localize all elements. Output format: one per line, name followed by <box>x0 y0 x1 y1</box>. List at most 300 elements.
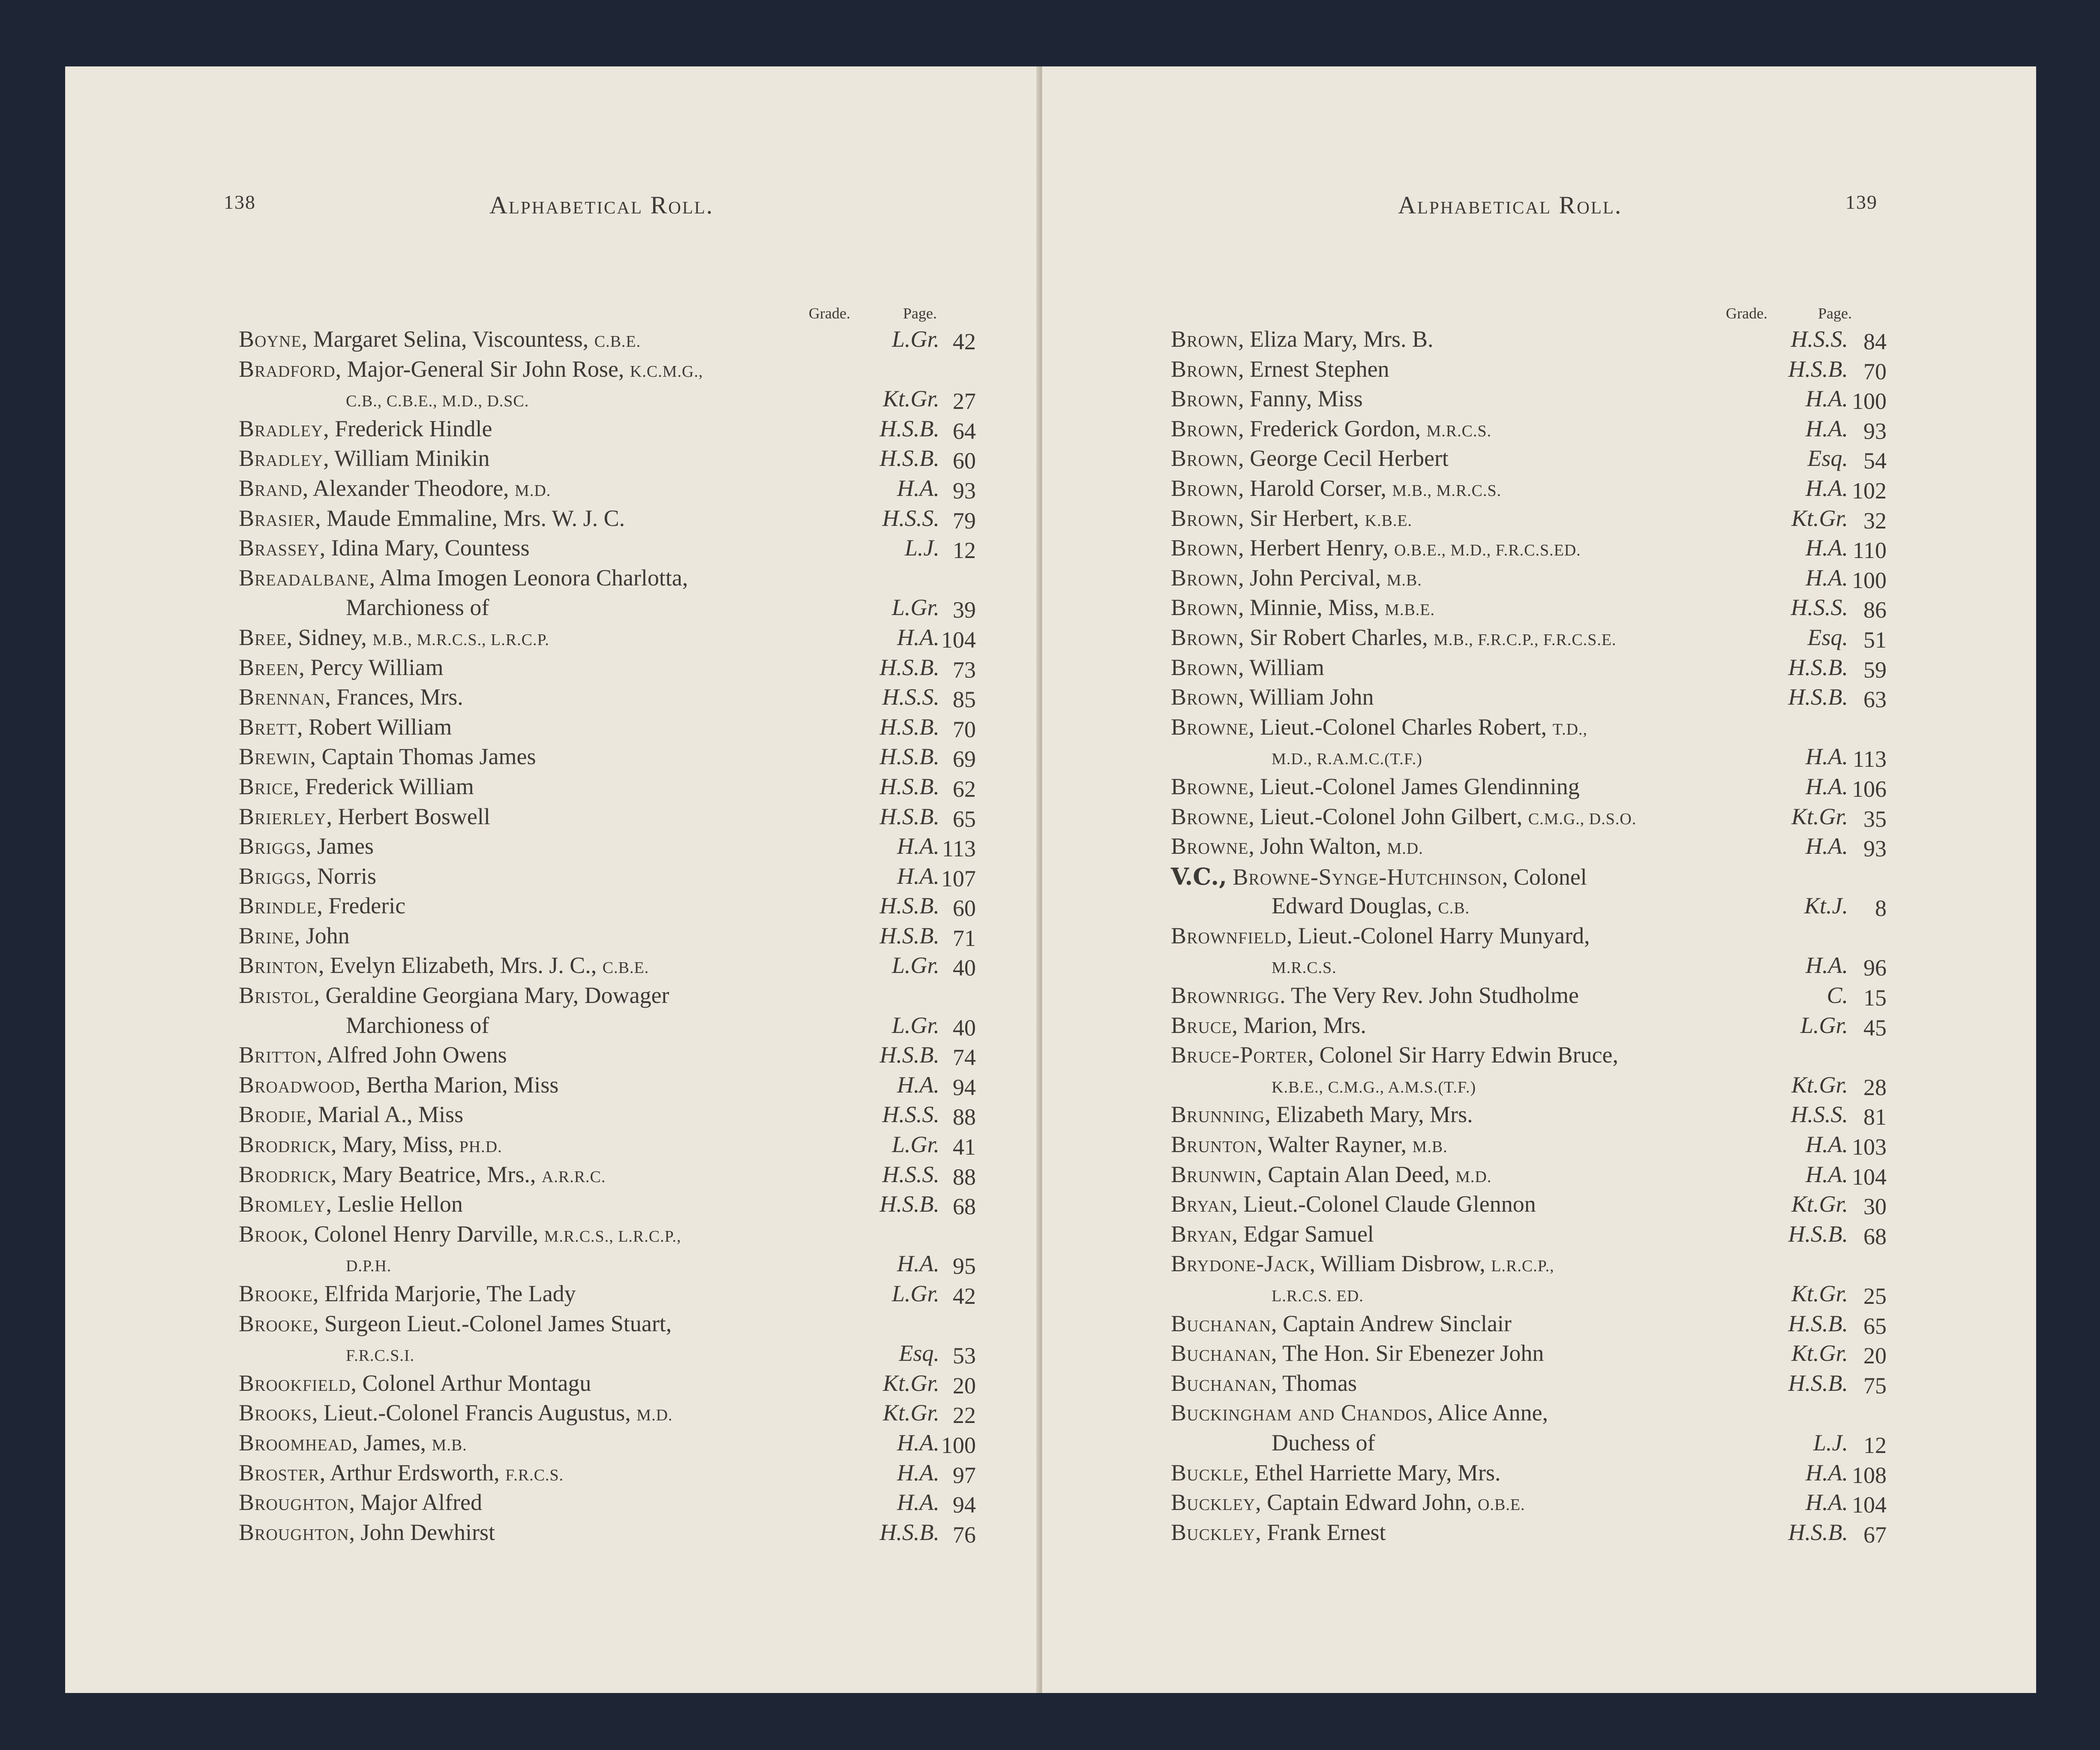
entry-given-names: , Lieut.-Colonel Charles Robert, <box>1248 714 1553 740</box>
roll-entry-line <box>65 863 1038 893</box>
entry-grade: H.A. <box>1806 773 1848 799</box>
entry-qualifications: M.D., R.A.M.C.(T.F.) <box>1272 750 1422 768</box>
entry-grade: H.S.B. <box>879 1191 939 1217</box>
roll-entry-line <box>1042 564 2036 594</box>
entry-name <box>1272 892 1470 919</box>
roll-entry-line <box>65 1459 1038 1489</box>
entry-surname: Bradley <box>239 445 324 471</box>
entry-given-names: , William Disbrow, <box>1309 1251 1491 1277</box>
entry-name <box>239 1161 606 1188</box>
entry-qualifications: C.B.E. <box>594 333 641 351</box>
entry-page: 27 <box>953 388 976 414</box>
entry-given-names: , William John <box>1238 684 1374 710</box>
entry-qualifications: O.B.E., M.D., F.R.C.S.ED. <box>1394 541 1581 560</box>
entry-name <box>1272 1429 1375 1456</box>
entry-grade: L.Gr. <box>891 1132 939 1158</box>
roll-entry-line <box>1042 922 2036 952</box>
entry-surname: Bruce <box>1171 1012 1232 1038</box>
entry-page: 12 <box>1863 1432 1887 1458</box>
entry-qualifications: A.R.R.C. <box>541 1168 606 1186</box>
entry-page: 100 <box>1852 388 1887 414</box>
entry-name <box>1171 982 1579 1009</box>
entry-surname: Brett <box>239 714 297 740</box>
entry-qualifications: M.B. <box>1386 571 1422 589</box>
entry-given-names: , Harold Corser, <box>1238 475 1392 501</box>
entry-grade: H.A. <box>1806 833 1848 859</box>
entry-given-names: , Marial A., Miss <box>306 1102 464 1128</box>
page-column-heading: Page. <box>903 305 937 322</box>
entry-page: 97 <box>953 1462 976 1488</box>
entry-given-names: Marchioness of <box>346 1012 489 1038</box>
entry-given-names: , Alfred John Owens <box>316 1042 507 1068</box>
roll-entry-line <box>65 1221 1038 1251</box>
entry-grade: H.A. <box>897 833 939 859</box>
entry-grade: H.S.S. <box>1791 326 1848 352</box>
entry-name <box>1171 624 1617 651</box>
roll-entry-line <box>1042 1459 2036 1489</box>
entry-given-names: , Lieut.-Colonel John Gilbert, <box>1248 803 1528 829</box>
entry-surname: Brand <box>239 475 303 501</box>
entry-given-names: , Bertha Marion, Miss <box>354 1072 559 1098</box>
entry-surname: Brookfield <box>239 1370 351 1396</box>
entry-name <box>1171 326 1434 352</box>
entry-name <box>1171 594 1435 621</box>
entry-given-names: , Norris <box>306 863 377 889</box>
entry-name <box>1171 803 1636 830</box>
left-page <box>65 66 1039 1693</box>
roll-entry-line <box>65 1042 1038 1072</box>
entry-given-names: , John Dewhirst <box>349 1519 495 1545</box>
roll-entry-line <box>65 594 1038 624</box>
entry-qualifications: L.R.C.S. ED. <box>1272 1287 1364 1305</box>
entry-name <box>346 385 529 412</box>
entry-name <box>1171 1191 1536 1217</box>
entry-page: 25 <box>1863 1283 1887 1309</box>
entry-surname: Brindle <box>239 893 317 919</box>
roll-entry-line <box>1042 385 2036 415</box>
entry-name <box>239 1310 672 1337</box>
entry-given-names: , Captain Edward John, <box>1255 1489 1478 1516</box>
roll-entry-line <box>1042 654 2036 684</box>
entry-page: 74 <box>953 1045 976 1071</box>
entry-given-names: , Lieut.-Colonel Harry Munyard, <box>1286 922 1590 949</box>
entry-grade: L.Gr. <box>891 594 939 621</box>
entry-grade: H.S.B. <box>879 1042 939 1068</box>
entry-given-names: , Alexander Theodore, <box>302 475 515 501</box>
entry-name <box>239 1519 495 1546</box>
entry-page: 20 <box>1863 1343 1887 1369</box>
entry-surname: Broughton <box>239 1519 349 1545</box>
entry-surname: Brown <box>1171 475 1239 501</box>
entry-given-names: , Colonel Henry Darville, <box>302 1221 544 1247</box>
entry-name <box>1171 445 1449 471</box>
roll-entry-line <box>1042 1072 2036 1102</box>
roll-entry-line <box>65 445 1038 475</box>
entry-page: 65 <box>1863 1313 1887 1339</box>
entry-given-names: , Arthur Erdsworth, <box>319 1459 506 1486</box>
roll-entry-line <box>65 714 1038 744</box>
roll-entry-line <box>1042 803 2036 833</box>
entry-grade: H.A. <box>1806 1161 1848 1187</box>
entry-page: 40 <box>953 1015 976 1041</box>
entry-page: 53 <box>953 1343 976 1369</box>
entry-surname: Brine <box>239 922 294 949</box>
entry-surname: Brooke <box>239 1281 313 1306</box>
roll-entry-line <box>1042 952 2036 982</box>
entry-surname: Brown <box>1171 415 1239 441</box>
entry-name <box>239 743 536 770</box>
entry-given-names: , Lieut.-Colonel James Glendinning <box>1248 773 1580 799</box>
entry-surname: Brown <box>1171 684 1239 710</box>
roll-entry-line <box>1042 1131 2036 1161</box>
entry-given-names: , Geraldine Georgiana Mary, Dowager <box>314 982 669 1009</box>
entry-grade: Kt.Gr. <box>1791 1191 1848 1217</box>
entry-grade: H.S.S. <box>882 505 939 531</box>
roll-entries-left <box>65 326 1038 1549</box>
entry-qualifications: C.B., C.B.E., M.D., D.SC. <box>346 392 529 411</box>
entry-page: 69 <box>953 746 976 772</box>
entry-name <box>239 654 444 681</box>
decoration-prefix: V.C., <box>1171 862 1227 890</box>
entry-given-names: , Robert William <box>297 714 452 740</box>
roll-entry-line <box>65 475 1038 505</box>
entry-qualifications: M.B., M.R.C.S. <box>1392 481 1502 500</box>
entry-grade: H.A. <box>1806 564 1848 591</box>
entry-page: 42 <box>953 329 976 354</box>
entry-given-names: , Edgar Samuel <box>1232 1221 1374 1247</box>
entry-name <box>1171 714 1587 740</box>
entry-page: 100 <box>1852 567 1887 593</box>
entry-given-names: , Frederick Hindle <box>323 415 492 441</box>
entry-name <box>239 475 551 501</box>
entry-name <box>239 922 350 949</box>
entry-given-names: , Frances, Mrs. <box>325 684 463 710</box>
entry-surname: Bromley <box>239 1191 326 1217</box>
entry-given-names: , Colonel Arthur Montagu <box>351 1370 591 1396</box>
entry-name <box>239 326 641 352</box>
entry-page: 60 <box>953 895 976 922</box>
entry-name <box>346 1340 414 1366</box>
entry-name <box>239 714 452 740</box>
entry-qualifications: F.R.C.S.I. <box>346 1347 415 1365</box>
entry-given-names: , Frederic <box>317 893 406 919</box>
entry-page: 40 <box>953 955 976 981</box>
entry-given-names: Marchioness of <box>346 594 489 621</box>
entry-name <box>239 952 649 979</box>
entry-given-names: , Leslie Hellon <box>326 1191 463 1217</box>
entry-grade: L.J. <box>1813 1429 1848 1456</box>
page-number: 139 <box>1845 191 1878 213</box>
entry-name <box>1171 1221 1374 1247</box>
entry-page: 96 <box>1863 955 1887 981</box>
entry-qualifications: C.M.G., D.S.O. <box>1528 810 1637 828</box>
entry-name <box>239 1101 463 1128</box>
entry-surname: Breen <box>239 654 299 680</box>
entry-page: 76 <box>953 1522 976 1548</box>
entry-name <box>1171 475 1501 501</box>
entry-surname: Briggs <box>239 833 306 859</box>
entry-page: 104 <box>1852 1492 1887 1518</box>
roll-entry-line <box>1042 475 2036 505</box>
entry-name <box>239 1042 507 1068</box>
entry-qualifications: K.B.E. <box>1365 511 1413 530</box>
entry-surname: Bryan <box>1171 1191 1232 1217</box>
entry-grade: Esq. <box>1807 624 1848 650</box>
entry-qualifications: C.B. <box>1438 899 1470 918</box>
entry-surname: Brodrick <box>239 1161 331 1187</box>
entry-given-names: , Herbert Henry, <box>1238 535 1394 561</box>
entry-name <box>1171 534 1581 561</box>
roll-entry-line <box>65 1191 1038 1221</box>
entry-grade: H.A. <box>1806 1489 1848 1516</box>
entry-grade: H.A. <box>897 863 939 889</box>
roll-entry-line <box>65 952 1038 982</box>
roll-entry-line <box>65 654 1038 684</box>
entry-name <box>1171 833 1423 859</box>
entry-grade: H.S.B. <box>879 773 939 799</box>
entry-grade: H.S.B. <box>879 1519 939 1545</box>
entry-qualifications: M.R.C.S., L.R.C.P., <box>544 1227 681 1246</box>
entry-qualifications: M.D. <box>515 481 551 500</box>
entry-name <box>1272 1072 1476 1098</box>
entry-page: 73 <box>953 657 976 683</box>
entry-grade: H.S.B. <box>879 744 939 770</box>
entry-grade: C. <box>1827 982 1848 1009</box>
entry-surname: Broomhead <box>239 1429 352 1456</box>
entry-given-names: , Sidney, <box>286 624 373 650</box>
entry-name <box>1171 1161 1491 1188</box>
entry-given-names: , Herbert Boswell <box>326 803 490 829</box>
entry-grade: H.A. <box>1806 415 1848 441</box>
entry-name <box>1171 1489 1525 1516</box>
entry-given-names: , William <box>1238 654 1324 680</box>
entry-page: 84 <box>1863 329 1887 354</box>
entry-grade: L.J. <box>905 535 939 561</box>
entry-name <box>239 803 490 830</box>
entry-grade: H.S.S. <box>882 684 939 710</box>
roll-entry-line <box>65 1101 1038 1131</box>
entry-given-names: , John Walton, <box>1248 833 1387 859</box>
entry-surname: Brown <box>1171 535 1239 561</box>
entry-surname: Broadwood <box>239 1072 355 1098</box>
entry-qualifications: M.D. <box>636 1406 673 1425</box>
roll-entry-line <box>1042 1221 2036 1251</box>
entry-name <box>1272 1280 1364 1307</box>
entry-grade: H.A. <box>1806 1459 1848 1486</box>
roll-entry-line <box>1042 415 2036 445</box>
entry-name <box>239 415 492 442</box>
entry-name <box>1171 356 1389 382</box>
entry-surname: Brodrick <box>239 1132 331 1158</box>
entry-name <box>1171 1250 1554 1277</box>
entry-page: 62 <box>953 776 976 802</box>
entry-page: 70 <box>1863 358 1887 384</box>
entry-page: 106 <box>1852 776 1887 802</box>
entry-page: 39 <box>953 597 976 623</box>
entry-qualifications: PH.D. <box>459 1138 502 1156</box>
entry-surname: Buckingham and Chandos <box>1171 1400 1428 1426</box>
entry-surname: Brown <box>1171 505 1239 531</box>
entry-given-names: , Captain Alan Deed, <box>1256 1161 1456 1187</box>
roll-entry-line <box>1042 743 2036 773</box>
entry-name <box>239 1280 576 1307</box>
entry-given-names: , Alice Anne, <box>1427 1400 1548 1426</box>
entry-surname: Brice <box>239 773 294 799</box>
roll-entry-line <box>65 1399 1038 1429</box>
entry-name <box>239 564 688 591</box>
running-title: Alphabetical Roll. <box>1398 191 1623 219</box>
entry-surname: Briggs <box>239 863 306 889</box>
roll-entry-line <box>65 1429 1038 1459</box>
entry-surname: Brewin <box>239 744 310 770</box>
roll-entry-line <box>1042 1250 2036 1280</box>
entry-qualifications: M.D. <box>1455 1168 1492 1186</box>
entry-surname: Buchanan <box>1171 1340 1272 1366</box>
entry-qualifications: M.B., M.R.C.S., L.R.C.P. <box>372 630 549 649</box>
entry-given-names: , Minnie, Miss, <box>1238 594 1385 621</box>
entry-grade: Kt.Gr. <box>1791 803 1848 829</box>
entry-surname: Brennan <box>239 684 325 710</box>
entry-name <box>1171 1370 1357 1396</box>
entry-name <box>239 982 669 1009</box>
entry-surname: Britton <box>239 1042 317 1068</box>
roll-entry-line <box>65 922 1038 952</box>
entry-surname: Browne <box>1171 773 1249 799</box>
roll-entry-line <box>65 564 1038 594</box>
roll-entry-line <box>65 1131 1038 1161</box>
entry-surname: Breadalbane <box>239 564 369 591</box>
entry-page: 103 <box>1852 1134 1887 1160</box>
entry-surname: Brunwin <box>1171 1161 1257 1187</box>
entry-name <box>346 1012 489 1039</box>
entry-name <box>1171 773 1580 800</box>
entry-page: 81 <box>1863 1104 1887 1130</box>
entry-grade: H.A. <box>897 475 939 501</box>
entry-grade: Kt.Gr. <box>1791 1281 1848 1306</box>
entry-given-names: , Mary Beatrice, Mrs., <box>331 1161 542 1187</box>
entry-grade: L.Gr. <box>891 326 939 352</box>
entry-page: 94 <box>953 1074 976 1100</box>
roll-entry-line <box>65 1161 1038 1191</box>
entry-given-names: , Colonel <box>1502 864 1587 890</box>
entry-grade: H.A. <box>1806 535 1848 561</box>
entry-given-names: , Ernest Stephen <box>1238 356 1389 382</box>
roll-entry-line <box>65 1012 1038 1042</box>
entry-qualifications: D.P.H. <box>346 1257 392 1276</box>
entry-name <box>1272 952 1337 979</box>
entry-name <box>239 1489 482 1516</box>
entry-grade: H.S.B. <box>879 922 939 949</box>
entry-name <box>239 624 549 651</box>
roll-entry-line <box>1042 1489 2036 1519</box>
entry-grade: H.A. <box>897 1489 939 1516</box>
entry-page: 102 <box>1852 477 1887 504</box>
entry-page: 86 <box>1863 597 1887 623</box>
entry-given-names: , Frank Ernest <box>1255 1519 1386 1545</box>
entry-grade: H.S.S. <box>1791 1102 1848 1128</box>
entry-surname: Bradford <box>239 356 336 382</box>
entry-page: 94 <box>953 1492 976 1518</box>
entry-qualifications: M.B., F.R.C.P., F.R.C.S.E. <box>1434 630 1617 649</box>
entry-page: 75 <box>1863 1372 1887 1399</box>
entry-page: 22 <box>953 1402 976 1429</box>
roll-entry-line <box>65 356 1038 386</box>
entry-page: 95 <box>953 1253 976 1279</box>
roll-entry-line <box>65 415 1038 445</box>
roll-entry-line <box>1042 1191 2036 1221</box>
entry-name <box>1171 1310 1512 1337</box>
entry-page: 63 <box>1863 687 1887 713</box>
entry-name <box>1171 505 1412 531</box>
entry-given-names: , George Cecil Herbert <box>1238 445 1449 471</box>
roll-entries-right <box>1042 326 2036 1549</box>
entry-given-names: , Mary, Miss, <box>331 1132 459 1158</box>
roll-entry-line <box>65 534 1038 564</box>
entry-page: 30 <box>1863 1194 1887 1220</box>
entry-surname: Brown <box>1171 326 1239 352</box>
entry-given-names: , Evelyn Elizabeth, Mrs. J. C., <box>318 952 603 979</box>
entry-qualifications: K.C.M.G., <box>630 362 703 381</box>
entry-given-names: , Lieut.-Colonel Claude Glennon <box>1232 1191 1536 1217</box>
entry-given-names: Edward Douglas, <box>1272 893 1438 919</box>
grade-column-heading: Grade. <box>809 305 850 322</box>
entry-grade: H.A. <box>897 1459 939 1486</box>
entry-given-names: , The Hon. Sir Ebenezer John <box>1271 1340 1544 1366</box>
entry-given-names: , Lieut.-Colonel Francis Augustus, <box>312 1400 637 1426</box>
entry-given-names: , Eliza Mary, Mrs. B. <box>1238 326 1434 352</box>
roll-entry-line <box>1042 1042 2036 1072</box>
entry-page: 54 <box>1863 448 1887 474</box>
entry-grade: H.A. <box>1806 1132 1848 1158</box>
roll-entry-line <box>1042 863 2036 893</box>
running-head-right <box>1042 191 2036 229</box>
roll-entry-line <box>65 385 1038 415</box>
entry-page: 59 <box>1863 657 1887 683</box>
roll-entry-line <box>1042 1310 2036 1340</box>
entry-grade: L.Gr. <box>1800 1012 1848 1038</box>
entry-grade: H.S.B. <box>1788 1370 1848 1396</box>
entry-given-names: , James, <box>352 1429 432 1456</box>
page-column-heading: Page. <box>1818 305 1852 322</box>
entry-surname: Browne <box>1171 714 1249 740</box>
entry-surname: Brown <box>1171 445 1239 471</box>
roll-entry-line <box>65 743 1038 773</box>
entry-name <box>239 1221 681 1247</box>
entry-page: 113 <box>942 836 976 862</box>
entry-name <box>1171 1340 1544 1366</box>
roll-entry-line <box>65 326 1038 356</box>
roll-entry-line <box>65 1489 1038 1519</box>
entry-page: 41 <box>953 1134 976 1160</box>
roll-entry-line <box>65 803 1038 833</box>
entry-page: 65 <box>953 806 976 832</box>
entry-page: 104 <box>941 627 976 653</box>
roll-entry-line <box>1042 534 2036 564</box>
roll-entry-line <box>1042 1399 2036 1429</box>
entry-grade: H.S.B. <box>879 714 939 740</box>
entry-page: 100 <box>941 1432 976 1458</box>
entry-grade: Kt.J. <box>1804 893 1848 919</box>
entry-given-names: , John <box>294 922 350 949</box>
entry-given-names: , Frederick Gordon, <box>1238 415 1427 441</box>
entry-qualifications: M.R.C.S. <box>1426 422 1492 440</box>
entry-grade: Kt.Gr. <box>882 386 939 412</box>
entry-grade: H.S.S. <box>1791 594 1848 621</box>
entry-grade: H.S.B. <box>879 445 939 471</box>
roll-entry-line <box>1042 982 2036 1012</box>
entry-name <box>1171 385 1363 412</box>
entry-surname: Brydone-Jack <box>1171 1251 1310 1277</box>
